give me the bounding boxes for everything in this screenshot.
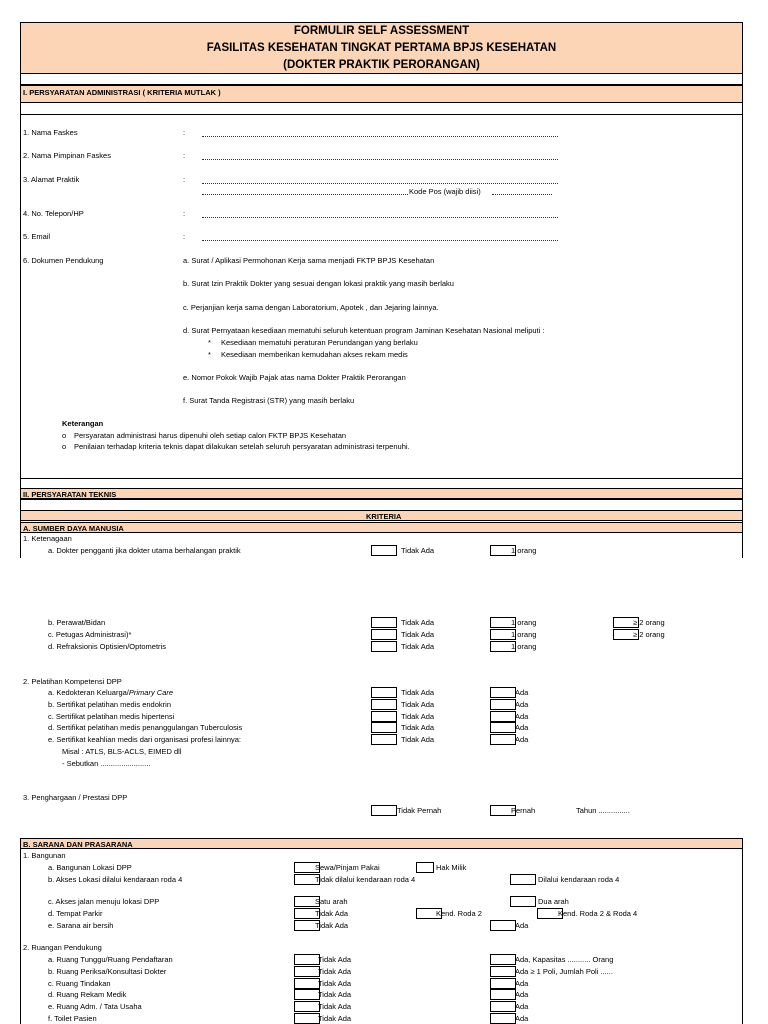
ketenagaan-b: b. Perawat/Bidan — [48, 618, 106, 627]
kode-pos-label: Kode Pos (wajib diisi) — [409, 187, 481, 196]
option-tidak-pernah: Tidak Pernah — [397, 806, 442, 815]
bangunan-c: c. Akses jalan menuju lokasi DPP — [48, 897, 160, 906]
option-tidak-ada: Tidak Ada — [318, 1002, 352, 1011]
frame-right — [742, 74, 743, 558]
keterangan-title: Keterangan — [62, 419, 104, 428]
checkbox-dua-arah[interactable] — [510, 896, 536, 907]
pelatihan-a-text: a. Kedokteran Keluarga/ — [48, 688, 129, 697]
option-tidak-ada: Tidak Ada — [401, 688, 435, 697]
checkbox-ada[interactable] — [490, 734, 516, 745]
checkbox-ada[interactable] — [490, 978, 516, 989]
option-1-orang: 1 orang — [511, 618, 537, 627]
bullet-o: o — [62, 431, 67, 440]
sarana-band — [20, 838, 743, 849]
checkbox-ada[interactable] — [490, 920, 516, 931]
option-ada: Ada — [515, 723, 529, 732]
form-header — [20, 22, 743, 74]
option-ada: Ada — [515, 979, 529, 988]
nama-pimpinan-input[interactable] — [202, 158, 558, 160]
option-tidak-ada: Tidak Ada — [401, 735, 435, 744]
option-tidak-ada: Tidak Ada — [401, 642, 435, 651]
ruangan-b: b. Ruang Periksa/Konsultasi Dokter — [48, 967, 167, 976]
field-colon: : — [183, 232, 186, 241]
dokumen-d2: Kesediaan memberikan kemudahan akses rekam medis — [221, 350, 408, 359]
option-tidak-ada: Tidak Ada — [315, 921, 349, 930]
field-label-nama-pimpinan: 2. Nama Pimpinan Faskes — [23, 151, 111, 160]
field-colon: : — [183, 209, 186, 218]
checkbox-hak-milik[interactable] — [416, 862, 434, 873]
option-tidak-ada: Tidak Ada — [401, 712, 435, 721]
pelatihan-e: e. Sertifikat keahlian medis dari organisasi profesi lainnya: — [48, 735, 242, 744]
checkbox-ada[interactable] — [490, 687, 516, 698]
dokumen-e: e. Nomor Pokok Wajib Pajak atas nama Dokter Praktik Perorangan — [183, 373, 406, 382]
penghargaan-label: 3. Penghargaan / Prestasi DPP — [23, 793, 128, 802]
option-tidak-ada: Tidak Ada — [315, 909, 349, 918]
dokumen-c: c. Perjanjian kerja sama dengan Laboratorium, Apotek , dan Jejaring lainnya. — [183, 303, 439, 312]
pelatihan-d: d. Sertifikat pelatihan medis penanggulangan Tuberculosis — [48, 723, 243, 732]
divider — [20, 499, 743, 500]
option-dua-arah: Dua arah — [538, 897, 569, 906]
bullet-o: o — [62, 442, 67, 451]
ketenagaan-a: a. Dokter pengganti jika dokter utama berhalangan praktik — [48, 546, 241, 555]
option-2-orang: ≥ 2 orang — [633, 618, 665, 627]
ketenagaan-d: d. Refraksionis Optisien/Optometris — [48, 642, 166, 651]
checkbox-tidak-ada[interactable] — [371, 734, 397, 745]
option-ada: Ada — [515, 700, 529, 709]
section-2-band — [20, 488, 743, 499]
checkbox-tidak-ada[interactable] — [371, 711, 397, 722]
option-tidak-ada: Tidak Ada — [318, 967, 352, 976]
divider — [20, 478, 743, 479]
checkbox-tidak-ada[interactable] — [294, 1001, 320, 1012]
checkbox-ada[interactable] — [490, 954, 516, 965]
checkbox-tidak-ada[interactable] — [294, 989, 320, 1000]
frame-right — [742, 849, 743, 1024]
option-satu-arah: Satu arah — [315, 897, 348, 906]
option-1-orang: 1 orang — [511, 642, 537, 651]
bangunan-b: b. Akses Lokasi dilalui kendaraan roda 4 — [48, 875, 183, 884]
ketenagaan-label: 1. Ketenagaan — [23, 534, 72, 543]
option-tidak-ada: Tidak Ada — [401, 618, 435, 627]
option-ada: Ada — [515, 735, 529, 744]
checkbox-tidak-pernah[interactable] — [371, 805, 397, 816]
divider — [20, 114, 743, 115]
checkbox-ada[interactable] — [490, 1001, 516, 1012]
option-ada-poli: Ada ≥ 1 Poli, Jumlah Poli ...... — [515, 967, 613, 976]
checkbox-dilalui[interactable] — [510, 874, 536, 885]
frame-left — [20, 74, 21, 558]
option-tidak-ada: Tidak Ada — [318, 1014, 352, 1023]
ruangan-a: a. Ruang Tunggu/Ruang Pendaftaran — [48, 955, 173, 964]
option-hak-milik: Hak Milik — [436, 863, 467, 872]
bangunan-d: d. Tempat Parkir — [48, 909, 103, 918]
nama-faskes-input[interactable] — [202, 135, 558, 137]
option-pernah: Pernah — [511, 806, 536, 815]
checkbox-ada[interactable] — [490, 966, 516, 977]
keterangan-item: Penilaian terhadap kriteria teknis dapat dilakukan setelah seluruh persyaratan administrasi terpenuhi. — [74, 442, 410, 451]
option-ada: Ada — [515, 712, 529, 721]
option-sewa: Sewa/Pinjam Pakai — [315, 863, 380, 872]
checkbox-tidak-ada[interactable] — [294, 978, 320, 989]
pelatihan-b: b. Sertifikat pelatihan medis endokrin — [48, 700, 171, 709]
option-tidak-dilalui: Tidak dilalui kendaraan roda 4 — [315, 875, 416, 884]
checkbox-tidak-ada[interactable] — [371, 545, 397, 556]
ruangan-e: e. Ruang Adm. / Tata Usaha — [48, 1002, 142, 1011]
bangunan-a: a. Bangunan Lokasi DPP — [48, 863, 132, 872]
kriteria-header: KRITERIA — [366, 512, 402, 521]
ruangan-c: c. Ruang Tindakan — [48, 979, 111, 988]
dokumen-a: a. Surat / Aplikasi Permohonan Kerja sama menjadi FKTP BPJS Kesehatan — [183, 256, 435, 265]
option-tidak-ada: Tidak Ada — [318, 990, 352, 999]
bangunan-e: e. Sarana air bersih — [48, 921, 114, 930]
option-kend-2-4: Kend. Roda 2 & Roda 4 — [558, 909, 638, 918]
pelatihan-e-example: Misal : ATLS, BLS-ACLS, EIMED dll — [62, 747, 182, 756]
field-colon: : — [183, 151, 186, 160]
section-2-title: II. PERSYARATAN TEKNIS — [23, 490, 117, 499]
option-ada: Ada — [515, 688, 529, 697]
pelatihan-a — [48, 689, 173, 697]
option-1-orang: 1 orang — [511, 630, 537, 639]
checkbox-ada[interactable] — [490, 1013, 516, 1024]
option-1-orang: 1 orang — [511, 546, 537, 555]
checkbox-tidak-ada[interactable] — [294, 1013, 320, 1024]
option-kend-2: Kend. Roda 2 — [436, 909, 482, 918]
option-ada-kapasitas: Ada, Kapasitas ........... Orang — [515, 955, 614, 964]
checkbox-ada[interactable] — [490, 699, 516, 710]
checkbox-ada[interactable] — [490, 711, 516, 722]
form-subtitle: FASILITAS KESEHATAN TINGKAT PERTAMA BPJS KESEHATAN — [206, 42, 557, 54]
field-label-alamat: 3. Alamat Praktik — [23, 175, 80, 184]
field-label-telepon: 4. No. Telepon/HP — [23, 209, 84, 218]
telepon-input[interactable] — [202, 216, 558, 218]
option-tidak-ada: Tidak Ada — [318, 955, 352, 964]
option-ada: Ada — [515, 1002, 529, 1011]
option-tidak-ada: Tidak Ada — [318, 979, 352, 988]
kriteria-band — [20, 510, 743, 521]
ruangan-d: d. Ruang Rekam Medik — [48, 990, 127, 999]
alamat-input-2[interactable] — [202, 193, 408, 195]
field-label-email: 5. Email — [23, 232, 51, 241]
field-label-nama-faskes: 1. Nama Faskes — [23, 128, 78, 137]
checkbox-tidak-ada[interactable] — [294, 966, 320, 977]
checkbox-tidak-ada[interactable] — [294, 954, 320, 965]
option-ada: Ada — [515, 1014, 529, 1023]
keterangan-item: Persyaratan administrasi harus dipenuhi oleh setiap calon FKTP BPJS Kesehatan — [74, 431, 347, 440]
field-colon: : — [183, 175, 186, 184]
frame-left — [20, 849, 21, 1024]
bangunan-label: 1. Bangunan — [23, 851, 66, 860]
alamat-input[interactable] — [202, 182, 558, 184]
dokumen-b: b. Surat Izin Praktik Dokter yang sesuai dengan lokasi praktik yang masih berlaku — [183, 279, 454, 288]
dokumen-d1: Kesediaan mematuhi peraturan Perundangan yang berlaku — [221, 338, 418, 347]
checkbox-tidak-ada[interactable] — [371, 629, 397, 640]
form-subtitle-2: (DOKTER PRAKTIK PERORANGAN) — [283, 59, 480, 71]
pelatihan-a-italic: Primary Care — [128, 688, 174, 697]
option-tidak-ada: Tidak Ada — [401, 546, 435, 555]
pelatihan-label: 2. Pelatihan Kompetensi DPP — [23, 677, 122, 686]
checkbox-tidak-ada[interactable] — [371, 722, 397, 733]
sdm-title: A. SUMBER DAYA MANUSIA — [23, 524, 124, 533]
dokumen-label: 6. Dokumen Pendukung — [23, 256, 104, 265]
checkbox-tidak-ada[interactable] — [371, 641, 397, 652]
bullet-star: * — [208, 338, 211, 347]
ketenagaan-c: c. Petugas Administrasi)* — [48, 630, 132, 639]
bullet-star: * — [208, 350, 211, 359]
option-tidak-ada: Tidak Ada — [401, 630, 435, 639]
sdm-band — [20, 522, 743, 533]
ruangan-label: 2. Ruangan Pendukung — [23, 943, 102, 952]
option-tidak-ada: Tidak Ada — [401, 700, 435, 709]
email-input[interactable] — [202, 239, 558, 241]
section-1-title: I. PERSYARATAN ADMINISTRASI ( KRITERIA MUTLAK ) — [23, 88, 221, 97]
tahun-field[interactable]: Tahun ............... — [576, 806, 630, 815]
option-ada: Ada — [515, 921, 529, 930]
kode-pos-input[interactable] — [492, 193, 552, 195]
section-1-band — [20, 85, 743, 103]
pelatihan-e-sebutkan: - Sebutkan ........................ — [62, 759, 151, 768]
sarana-title: B. SARANA DAN PRASARANA — [23, 840, 133, 849]
checkbox-tidak-ada[interactable] — [371, 687, 397, 698]
option-dilalui: Dilalui kendaraan roda 4 — [538, 875, 620, 884]
checkbox-ada[interactable] — [490, 722, 516, 733]
checkbox-tidak-ada[interactable] — [371, 699, 397, 710]
checkbox-ada[interactable] — [490, 989, 516, 1000]
option-ada: Ada — [515, 990, 529, 999]
dokumen-d: d. Surat Pernyataan kesediaan mematuhi seluruh ketentuan program Jaminan Kesehatan Nasional meliputi : — [183, 326, 545, 335]
form-title: FORMULIR SELF ASSESSMENT — [293, 25, 470, 37]
option-2-orang: ≥ 2 orang — [633, 630, 665, 639]
pelatihan-c: c. Sertifikat pelatihan medis hipertensi — [48, 712, 175, 721]
field-colon: : — [183, 128, 186, 137]
ruangan-f: f. Toilet Pasien — [48, 1014, 97, 1023]
dokumen-f: f. Surat Tanda Registrasi (STR) yang masih berlaku — [183, 396, 355, 405]
checkbox-tidak-ada[interactable] — [371, 617, 397, 628]
option-tidak-ada: Tidak Ada — [401, 723, 435, 732]
